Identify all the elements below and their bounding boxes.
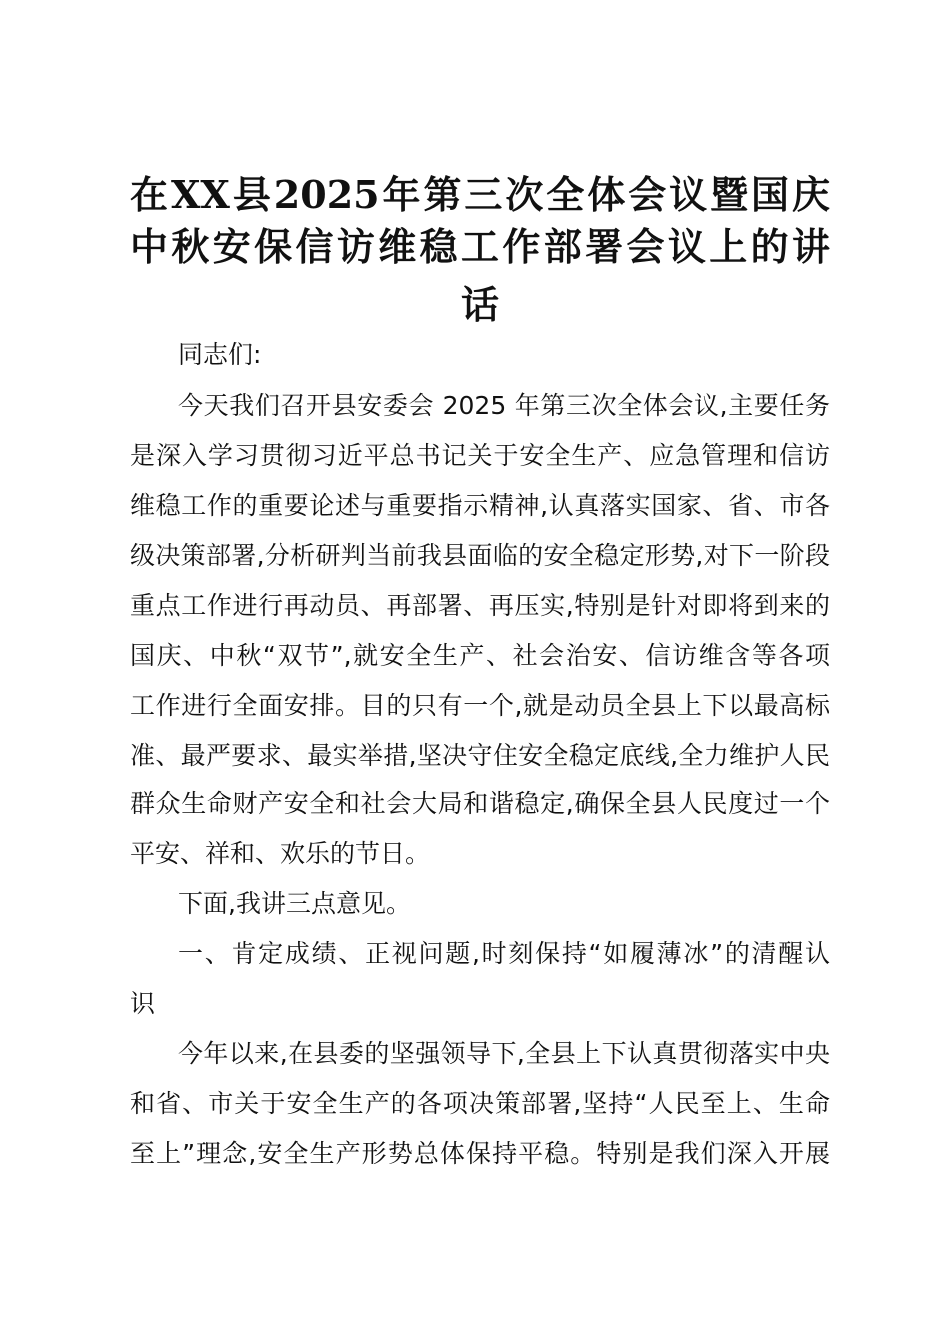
paragraph-line: 工作进行全面安排。目的只有一个,就是动员全县上下以最高标 xyxy=(130,691,830,720)
paragraph-line: 准、最严要求、最实举措,坚决守住安全稳定底线,全力维护人民 xyxy=(130,741,830,770)
salutation: 同志们: xyxy=(178,340,262,369)
paragraph-line: 今天我们召开县安委会 2025 年第三次全体会议,主要任务 xyxy=(178,391,830,420)
paragraph-line: 国庆、中秋“双节”,就安全生产、社会治安、信访维含等各项 xyxy=(130,641,830,670)
paragraph-line: 维稳工作的重要论述与重要指示精神,认真落实国家、省、市各 xyxy=(130,491,830,520)
paragraph-line: 今年以来,在县委的坚强领导下,全县上下认真贯彻落实中央 xyxy=(178,1039,830,1068)
section-heading-line: 识 xyxy=(130,989,156,1018)
paragraph-line: 至上”理念,安全生产形势总体保持平稳。特别是我们深入开展 xyxy=(130,1139,830,1168)
paragraph-line: 重点工作进行再动员、再部署、再压实,特别是针对即将到来的 xyxy=(130,591,830,620)
paragraph-line: 是深入学习贯彻习近平总书记关于安全生产、应急管理和信访 xyxy=(130,441,830,470)
paragraph-line: 级决策部署,分析研判当前我县面临的安全稳定形势,对下一阶段 xyxy=(130,541,830,570)
section-heading-line: 一、肯定成绩、正视问题,时刻保持“如履薄冰”的清醒认 xyxy=(178,939,830,968)
paragraph-line: 和省、市关于安全生产的各项决策部署,坚持“人民至上、生命 xyxy=(130,1089,830,1118)
paragraph-line: 群众生命财产安全和社会大局和谐稳定,确保全县人民度过一个 xyxy=(130,789,830,818)
paragraph-line: 下面,我讲三点意见。 xyxy=(178,889,411,918)
paragraph-line: 平安、祥和、欢乐的节日。 xyxy=(130,839,431,868)
document-title-line-2: 中秋安保信访维稳工作部署会议上的讲 xyxy=(130,224,830,269)
document-title-line-3: 话 xyxy=(460,282,499,327)
document-title-line-1: 在XX县2025年第三次全体会议暨国庆 xyxy=(130,172,830,217)
